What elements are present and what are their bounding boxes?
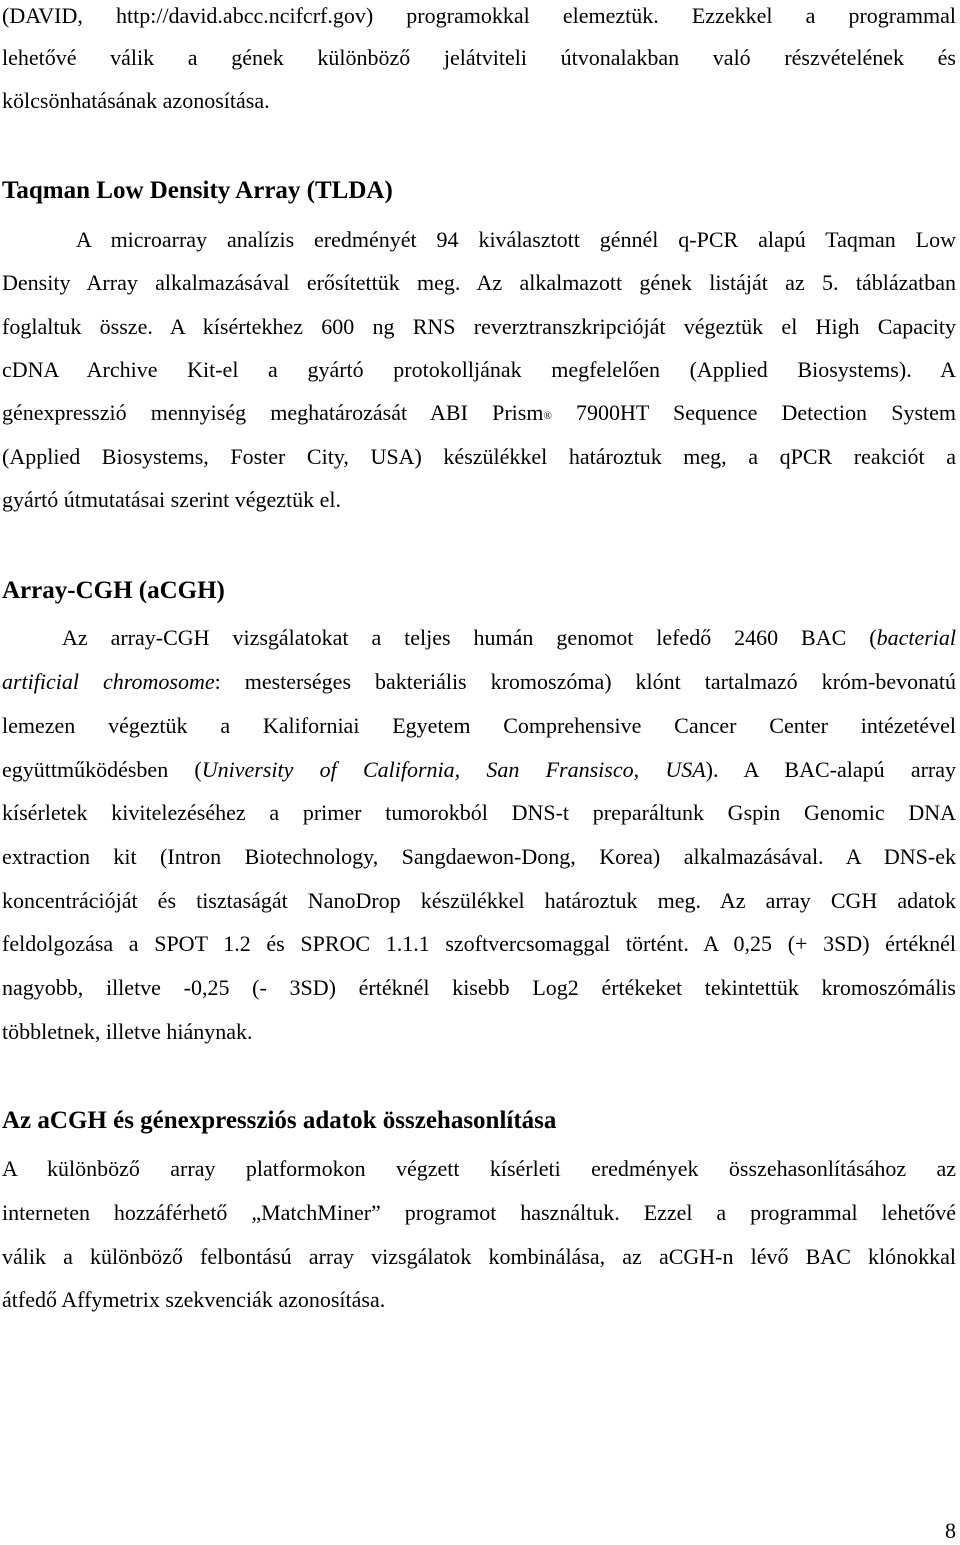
paragraph-line: (DAVID, http://david.abcc.ncifcrf.gov) programokkal elemeztük. Ezzekkel a programmal	[2, 3, 956, 28]
italic-text: bacterial	[876, 625, 956, 650]
paragraph-line: kölcsönhatásának azonosítása.	[2, 88, 270, 113]
paragraph-line	[2, 399, 956, 430]
text-span: együttműködésben (	[2, 757, 202, 782]
italic-text: University of California, San Fransisco, USA	[201, 757, 706, 782]
registered-mark: ®	[543, 410, 552, 422]
paragraph-line: lemezen végeztük a Kaliforniai Egyetem Comprehensive Cancer Center intézetével	[2, 713, 956, 738]
paragraph-line: (Applied Biosystems, Foster City, USA) készülékkel határoztuk meg, a qPCR reakciót a	[2, 444, 956, 469]
paragraph-line: foglaltuk össze. A kísértekhez 600 ng RNS reverztranszkripcióját végeztük el High Capacity	[2, 314, 956, 339]
paragraph-line: átfedő Affymetrix szekvenciák azonosítása.	[2, 1287, 386, 1312]
paragraph-line: interneten hozzáférhető „MatchMiner” programot használtuk. Ezzel a programmal lehetővé	[2, 1200, 956, 1225]
paragraph-line: koncentrációját és tisztaságát NanoDrop készülékkel határoztuk meg. Az array CGH adatok	[2, 888, 956, 913]
paragraph-line: válik a különböző felbontású array vizsgálatok kombinálása, az aCGH-n lévő BAC klónokkal	[2, 1244, 956, 1269]
paragraph-line: A microarray analízis eredményét 94 kiválasztott génnél q-PCR alapú Taqman Low	[76, 227, 956, 252]
paragraph-line: A különböző array platformokon végzett kísérleti eredmények összehasonlításához az	[2, 1156, 956, 1181]
paragraph-line: Density Array alkalmazásával erősítettük meg. Az alkalmazott gének listáját az 5. táblázatban	[2, 270, 956, 295]
paragraph-line: extraction kit (Intron Biotechnology, Sangdaewon-Dong, Korea) alkalmazásával. A DNS-ek	[2, 844, 956, 869]
paragraph-line: kísérletek kivitelezéséhez a primer tumorokból DNS-t preparáltunk Gspin Genomic DNA	[2, 800, 956, 825]
text-span: 7900HT Sequence Detection System	[551, 400, 956, 425]
section-heading-tlda: Taqman Low Density Array (TLDA)	[2, 177, 393, 204]
paragraph-line	[2, 756, 956, 784]
text-span: Az array-CGH vizsgálatokat a teljes humán genomot lefedő 2460 BAC (	[62, 625, 877, 650]
paragraph-line	[62, 624, 956, 652]
section-heading-comparison: Az aCGH és génexpressziós adatok összehasonlítása	[2, 1107, 557, 1134]
paragraph-line	[2, 668, 956, 696]
paragraph-line: gyártó útmutatásai szerint végeztük el.	[2, 487, 342, 512]
paragraph-line: többletnek, illetve hiánynak.	[2, 1019, 253, 1044]
paragraph-line: cDNA Archive Kit-el a gyártó protokolljának megfelelően (Applied Biosystems). A	[2, 357, 956, 382]
paragraph-line: feldolgozása a SPOT 1.2 és SPROC 1.1.1 szoftvercsomaggal történt. A 0,25 (+ 3SD) értéknél	[2, 931, 956, 956]
paragraph-line: lehetővé válik a gének különböző jelátviteli útvonalakban való részvételének és	[2, 45, 956, 70]
italic-text: artificial chromosome	[2, 669, 215, 694]
text-span: : mesterséges bakteriális kromoszóma) klónt tartalmazó króm-bevonatú	[214, 669, 956, 694]
text-span: ). A BAC-alapú array	[705, 757, 956, 782]
page-number: 8	[945, 1518, 956, 1543]
section-heading-acgh: Array-CGH (aCGH)	[2, 577, 225, 604]
text-span: génexpresszió mennyiség meghatározását ABI Prism	[2, 400, 544, 425]
paragraph-line: nagyobb, illetve -0,25 (- 3SD) értéknél kisebb Log2 értékeket tekintettük kromoszómális	[2, 975, 956, 1000]
